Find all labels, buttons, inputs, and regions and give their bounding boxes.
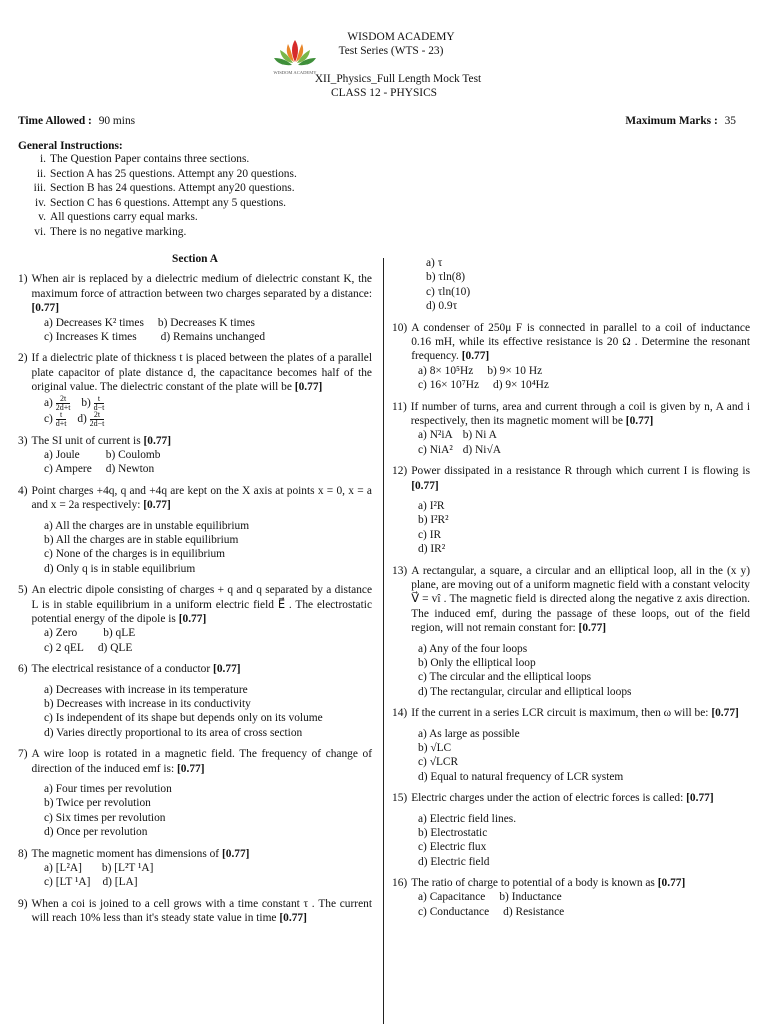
option: b) All the charges are in stable equilibrium bbox=[44, 534, 239, 547]
instruction-item: ii. Section A has 25 questions. Attempt any 20 questions. bbox=[36, 167, 297, 180]
option: a) N²iA bbox=[418, 429, 453, 442]
option: c) NiA² bbox=[418, 443, 453, 456]
option: d) Newton bbox=[105, 463, 155, 476]
right-column bbox=[392, 256, 750, 926]
option: a) bbox=[44, 396, 53, 409]
option: a) τ bbox=[426, 257, 443, 269]
question-15: 15) Electric charges under the action of electric forces is called: [0.77] a) Electric field lines. b) Electrostatic c) Electric flux d) Electric field bbox=[392, 791, 750, 869]
option: c) Ampere bbox=[44, 463, 92, 476]
option: b) Twice per revolution bbox=[44, 797, 151, 810]
section-title: Section A bbox=[172, 253, 218, 265]
option: c) Electric flux bbox=[418, 841, 487, 854]
test-series: Test Series (WTS - 23) bbox=[338, 45, 444, 57]
option: b) [L²T ¹A] bbox=[101, 861, 154, 874]
question-4: 4) Point charges +4q, q and +4q are kept on the X axis at points x = 0, x = a and x = 2a respectively: [0.77] a) All the charges are in unstable equilibrium b) All the charges are in stable equilibrium c) None of the charges is in equilibrium d) Only q is in stable equilibrium bbox=[18, 484, 372, 575]
option: b) Coulomb bbox=[105, 449, 161, 462]
instruction-item: iv. Section C has 6 questions. Attempt any 5 questions. bbox=[35, 196, 287, 209]
fraction: $\frac{2t}{2d-t}$ bbox=[89, 409, 105, 428]
question-7: 7) A wire loop is rotated in a magnetic field. The frequency of change of direction of the induced emf is: [0.77] a) Four times per revolution b) Twice per revolution c) Six times per revolution d) Once per revolution bbox=[18, 748, 372, 839]
instruction-item: iii. Section B has 24 questions. Attempt any20 questions. bbox=[33, 182, 295, 195]
fraction: $\frac{2t}{2d+t}$ bbox=[55, 393, 71, 412]
maximum-marks: Maximum Marks : 35 bbox=[625, 115, 736, 127]
instructions-list bbox=[0, 152, 297, 240]
option: d) Only q is in stable equilibrium bbox=[44, 562, 196, 575]
option: d) [LA] bbox=[102, 876, 138, 889]
option: b) 9× 10 Hz bbox=[487, 364, 543, 377]
instruction-item: i. The Question Paper contains three sections. bbox=[39, 153, 250, 165]
option: d) Ni√A bbox=[462, 443, 501, 456]
option: b) I²R² bbox=[418, 514, 449, 527]
option: c) bbox=[44, 412, 53, 425]
option: a) Decreases with increase in its temperature bbox=[44, 683, 248, 696]
fraction: $\frac{t}{d-t}$ bbox=[93, 393, 105, 412]
option: b) √LC bbox=[418, 741, 452, 754]
option: c) √LCR bbox=[418, 756, 459, 769]
left-column bbox=[18, 252, 372, 933]
option: a) Zero bbox=[44, 627, 78, 640]
option: c) 16× 10⁷Hz bbox=[418, 379, 480, 392]
question-9-options bbox=[392, 256, 750, 314]
academy-name: WISDOM ACADEMY bbox=[347, 31, 455, 43]
option: d) Once per revolution bbox=[44, 826, 148, 839]
option: a) As large as possible bbox=[418, 727, 520, 740]
question-10: 10) A condenser of 250μ F is connected in parallel to a coil of inductance 0.16 mH, while its effective resistance is 20 Ω . Determine the resonant frequency. [0.77] a) 8× 10⁵Hz b) 9× 10 Hz c) 16× 10⁷Hz d) 9× 10⁴Hz bbox=[392, 321, 750, 392]
class-title: CLASS 12 - PHYSICS bbox=[330, 87, 438, 99]
option: b) bbox=[81, 396, 91, 409]
question-6: 6) The electrical resistance of a conductor [0.77] a) Decreases with increase in its temperature b) Decreases with increase in its conductivity c) Is independent of its shape but depends only on its volume d) Varies directly proportional to its area of cross section bbox=[18, 662, 372, 740]
question-13: 13) A rectangular, a square, a circular and an elliptical loop, all in the (x y) plane, are moving out of a uniform magnetic field with a constant velocity V⃗ = vî . The magnetic field is directed along the negative z axis direction. The induced emf, during the passage of these loops, out of the field region, will not remain constant for: [0.77] a) Any of the four loops b) Only the elliptical loop c) The circular and the elliptical loops d) The rectangular, circular and elliptical loops bbox=[392, 564, 750, 698]
question-11: 11) If number of turns, area and current through a coil is given by n, A and i respectively, then its magnetic moment will be [0.77] a) N²iA b) Ni A c) NiA² d) Ni√A bbox=[392, 400, 750, 456]
option: a) Joule bbox=[44, 449, 80, 462]
column-divider bbox=[383, 258, 384, 1024]
logo-caption: WISDOM ACADEMY bbox=[273, 70, 317, 75]
option: c) None of the charges is in equilibrium bbox=[44, 548, 226, 561]
option: b) Ni A bbox=[462, 429, 497, 442]
question-12: 12) Power dissipated in a resistance R through which current I is flowing is [0.77] a) I²R b) I²R² c) IR d) IR² bbox=[392, 465, 750, 556]
option: a) All the charges are in unstable equilibrium bbox=[44, 519, 250, 532]
option: d) QLE bbox=[97, 641, 133, 654]
option: a) [L²A] bbox=[44, 861, 82, 874]
question-9: 9) When a coi is joined to a cell grows with a time constant τ . The current will reach 10% less than it's steady state value in time [0.77] bbox=[18, 897, 372, 925]
question-16: 16) The ratio of charge to potential of a body is known as [0.77] a) Capacitance b) Inductance c) Conductance d) Resistance bbox=[392, 877, 686, 918]
time-allowed: Time Allowed : 90 mins bbox=[18, 115, 136, 127]
option: a) Four times per revolution bbox=[44, 782, 172, 795]
option: b) Inductance bbox=[499, 891, 562, 904]
option: b) Electrostatic bbox=[418, 826, 488, 839]
question-1: 1) When air is replaced by a dielectric medium of dielectric constant K, the maximum force of attraction between two charges separated by a distance: [0.77] a) Decreases K² times b) Decreases K times c) Increases K times d) Remains unchanged bbox=[18, 273, 372, 344]
option: d) 9× 10⁴Hz bbox=[493, 379, 549, 392]
option: d) 0.9τ bbox=[426, 300, 458, 313]
option: d) The rectangular, circular and elliptical loops bbox=[418, 685, 632, 698]
instructions-title: General Instructions: bbox=[18, 140, 123, 152]
instruction-item: vi. There is no negative marking. bbox=[34, 225, 187, 238]
option: a) Capacitance bbox=[418, 891, 486, 904]
option: c) IR bbox=[418, 528, 442, 541]
option: a) 8× 10⁵Hz bbox=[418, 364, 474, 377]
option: a) Any of the four loops bbox=[418, 642, 528, 655]
option: b) Decreases K times bbox=[157, 316, 255, 329]
option: d) Electric field bbox=[418, 855, 490, 868]
option: b) τln(8) bbox=[426, 271, 466, 284]
option: c) Increases K times bbox=[44, 331, 137, 344]
option: d) bbox=[77, 412, 87, 425]
option: c) τln(10) bbox=[426, 285, 471, 298]
option: d) IR² bbox=[418, 543, 446, 556]
option: b) Decreases with increase in its conductivity bbox=[44, 697, 251, 710]
question-5: 5) An electric dipole consisting of charges + q and q separated by a distance L is in stable equilibrium in a uniform electric field E⃗ . The electrostatic potential energy of the dipole is [0.77] a) Zero b) qLE c) 2 qEL d) QLE bbox=[18, 584, 372, 654]
test-title: XII_Physics_Full Length Mock Test bbox=[314, 73, 482, 85]
option: b) qLE bbox=[103, 627, 136, 640]
option: c) Six times per revolution bbox=[44, 811, 166, 824]
option: a) I²R bbox=[418, 499, 445, 512]
option: a) Electric field lines. bbox=[418, 812, 517, 825]
question-3: 3) The SI unit of current is [0.77] a) Joule b) Coulomb c) Ampere d) Newton bbox=[18, 434, 172, 476]
option: d) Equal to natural frequency of LCR system bbox=[418, 770, 624, 783]
instruction-item: v. All questions carry equal marks. bbox=[38, 211, 198, 224]
option: c) 2 qEL bbox=[44, 641, 84, 654]
option: c) Is independent of its shape but depends only on its volume bbox=[44, 712, 323, 725]
fraction: $\frac{t}{d+t}$ bbox=[55, 409, 67, 428]
question-2: 2) If a dielectric plate of thickness t is placed between the plates of a parallel plate capacitor of plate distance d, the capacitance becomes half of the original value. The dielectric constant of the plate will be [0.77] a) $\frac{2t}{2d+t}$ b) $\frac{t}{d-t}$ c) $\frac{t}{d+t}$ d) $\frac{2t}{2d-t}$ bbox=[18, 352, 372, 428]
option: d) Varies directly proportional to its area of cross section bbox=[44, 726, 303, 739]
option: c) The circular and the elliptical loops bbox=[418, 671, 592, 684]
option: c) [LT ¹A] bbox=[44, 876, 91, 889]
option: b) Only the elliptical loop bbox=[418, 656, 536, 669]
question-8: 8) The magnetic moment has dimensions of [0.77] a) [L²A] b) [L²T ¹A] c) [LT ¹A] d) [LA] bbox=[18, 847, 250, 889]
option: c) Conductance bbox=[418, 905, 490, 918]
option: a) Decreases K² times bbox=[44, 316, 144, 329]
question-14: 14) If the current in a series LCR circuit is maximum, then ω will be: [0.77] a) As large as possible b) √LC c) √LCR d) Equal to natural frequency of LCR system bbox=[392, 706, 750, 784]
option: d) Resistance bbox=[503, 905, 565, 918]
option: d) Remains unchanged bbox=[160, 331, 266, 344]
